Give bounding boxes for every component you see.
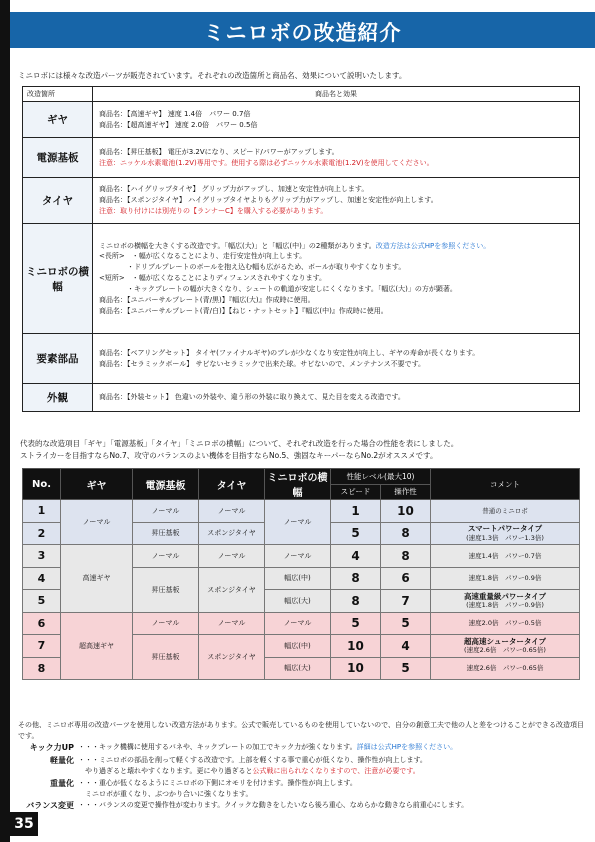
performance-table: [22, 468, 580, 680]
mid-note-line2: ストライカーを目指すならNo.7、攻守のバランスのよい機体を目指すならNo.5、強固なキーパーならNo.2がオススメです。: [20, 451, 438, 460]
parts-table: [22, 86, 580, 412]
parts-table-header-product: 商品名と効果: [93, 87, 580, 102]
perf-header-speed: スピード: [331, 484, 381, 500]
table-row: 4 昇圧基板 スポンジタイヤ 幅広(中) 8 6 速度1.8倍 パワー0.9倍: [23, 567, 580, 590]
title-bar: [10, 12, 595, 48]
category-elements-desc: 商品名：【ベアリングセット】 タイヤ(ファイナルギヤ)のブレが少なくなり安定性が向上し、ギヤの寿命が長くなります。 商品名：【セラミックボール】 サビないセラミックで出来た球。サビないので、メンテナンス不要です。: [93, 334, 580, 384]
category-width-desc: ミニロボの横幅を大きくする改造です。「幅広(大)」と「幅広(中)」の2種類があります。改造方法は公式HPを参照ください。 <長所> ・幅が広くなることにより、走行安定性が向上します。 ・ドリブルプレートのボールを抱え込む幅も広がるため、ボールが取りやすくなります。 <短所> ・幅が広くなることによりディフェンスされやすくなります。 ・キックプレートの幅が大きくなり、シュートの軌道が安定しにくくなります。「幅広(大)」の方が顕著。 商品名：【ユニバーサルプレート(青/黒)】『幅広(大)』作成時に使用。 商品名：【ユニバーサルプレート(青/白)】【ねじ・ナットセット】『幅広(中)』作成時に使用。: [93, 224, 580, 334]
category-appearance: 外観: [23, 384, 93, 412]
perf-header-level: 性能レベル(最大10): [331, 469, 431, 485]
table-row: 8 幅広(大) 10 5 速度2.6倍 パワー0.65倍: [23, 657, 580, 680]
table-row: 2 昇圧基板 スポンジタイヤ 5 8 スマートパワータイプ (速度1.3倍 パワー1.3倍): [23, 522, 580, 545]
tire-warning: 注意：取り付けには別売りの【ランナーC】を購入する必要があります。: [99, 206, 328, 215]
category-elements: 要素部品: [23, 334, 93, 384]
category-gear-desc: 商品名：【高速ギヤ】 速度 1.4倍 パワー 0.7倍 商品名：【超高速ギヤ】 速度 2.0倍 パワー 0.5倍: [93, 102, 580, 138]
perf-header-no: No.: [23, 469, 61, 500]
power-board-warning: 注意：ニッケル水素電池(1.2V)専用です。使用する際は必ずニッケル水素電池(1.2V)を使用してください。: [99, 158, 434, 167]
intro-text: ミニロボには様々な改造パーツが販売されています。それぞれの改造箇所と商品名、効果について説明いたします。: [18, 71, 407, 80]
category-tire: タイヤ: [23, 178, 93, 224]
page-title: ミニロボの改造紹介: [203, 21, 402, 45]
list-item: 軽量化 ・・・ミニロボの部品を削って軽くする改造です。上部を軽くする事で重心が低くなり、操作性が向上します。 やり過ぎると壊れやすくなります。更にやり過ぎると公式戦に出られなくなりますので、注意が必要です。: [50, 756, 427, 776]
mid-note-line1: 代表的な改造項目「ギヤ」「電源基板」「タイヤ」「ミニロボの横幅」について、それぞれ改造を行った場合の性能を表にしました。: [20, 439, 459, 448]
category-gear: ギヤ: [23, 102, 93, 138]
category-power-board-desc: 商品名：【昇圧基板】 電圧が3.2Vになり、スピード/パワーがアップします。 注意：ニッケル水素電池(1.2V)専用です。使用する際は必ずニッケル水素電池(1.2V)を使用してください。: [93, 138, 580, 178]
perf-header-width: ミニロボの横幅: [265, 469, 331, 500]
width-hp-note: 改造方法は公式HPを参照ください。: [375, 241, 491, 250]
category-width: ミニロボの横幅: [23, 224, 93, 334]
perf-header-comment: コメント: [431, 469, 580, 500]
perf-header-power: 電源基板: [133, 469, 199, 500]
table-row: 7 昇圧基板 スポンジタイヤ 幅広(中) 10 4 超高速シュータータイプ (速度2.6倍 パワー0.65倍): [23, 635, 580, 658]
other-mods: [18, 720, 588, 813]
category-tire-desc: 商品名：【ハイグリップタイヤ】 グリップ力がアップし、加速と安定性が向上します。 商品名：【スポンジタイヤ】 ハイグリップタイヤよりもグリップ力がアップし、加速と安定性が向上します。 注意：取り付けには別売りの【ランナーC】を購入する必要があります。: [93, 178, 580, 224]
perf-header-control: 操作性: [381, 484, 431, 500]
category-appearance-desc: 商品名：【外装セット】 色違いの外装や、違う形の外装に取り換えて、見た目を変える改造です。: [93, 384, 580, 412]
table-row: 6 超高速ギヤ ノーマル ノーマル ノーマル 5 5 速度2.0倍 パワー0.5倍: [23, 612, 580, 635]
list-item: キック力UP ・・・キック機構に使用するバネや、キックプレートの加工でキック力が強くなります。詳細は公式HPを参照ください。: [29, 743, 458, 753]
table-row: 5 幅広(大) 8 7 高速重量級パワータイプ (速度1.8倍 パワー0.9倍): [23, 590, 580, 613]
page-number: 35: [10, 812, 38, 836]
perf-header-gear: ギヤ: [61, 469, 133, 500]
parts-table-header-location: 改造箇所: [23, 87, 93, 102]
table-row: 3 高速ギヤ ノーマル ノーマル ノーマル 4 8 速度1.4倍 パワー0.7倍: [23, 545, 580, 568]
other-mods-intro: その他、ミニロボ専用の改造パーツを使用しない改造方法があります。公式で販売しているものを使用していないので、自分の創意工夫で他の人と差をつけることができる改造項目です。: [18, 721, 585, 741]
category-power-board: 電源基板: [23, 138, 93, 178]
table-row: 1 ノーマル ノーマル ノーマル ノーマル 1 10 普通のミニロボ: [23, 500, 580, 523]
list-item: 重量化 ・・・重心が低くなるようにミニロボの下側にオモリを付けます。操作性が向上します。 ミニロボが重くなり、ぶつかり合いに強くなります。: [50, 778, 357, 798]
page: [10, 0, 595, 842]
list-item: バランス変更 ・・・バランスの変更で操作性が変わります。クイックな動きをしたいなら後ろ重心、なめらかな動きなら前重心にします。: [26, 800, 469, 810]
perf-header-tire: タイヤ: [199, 469, 265, 500]
